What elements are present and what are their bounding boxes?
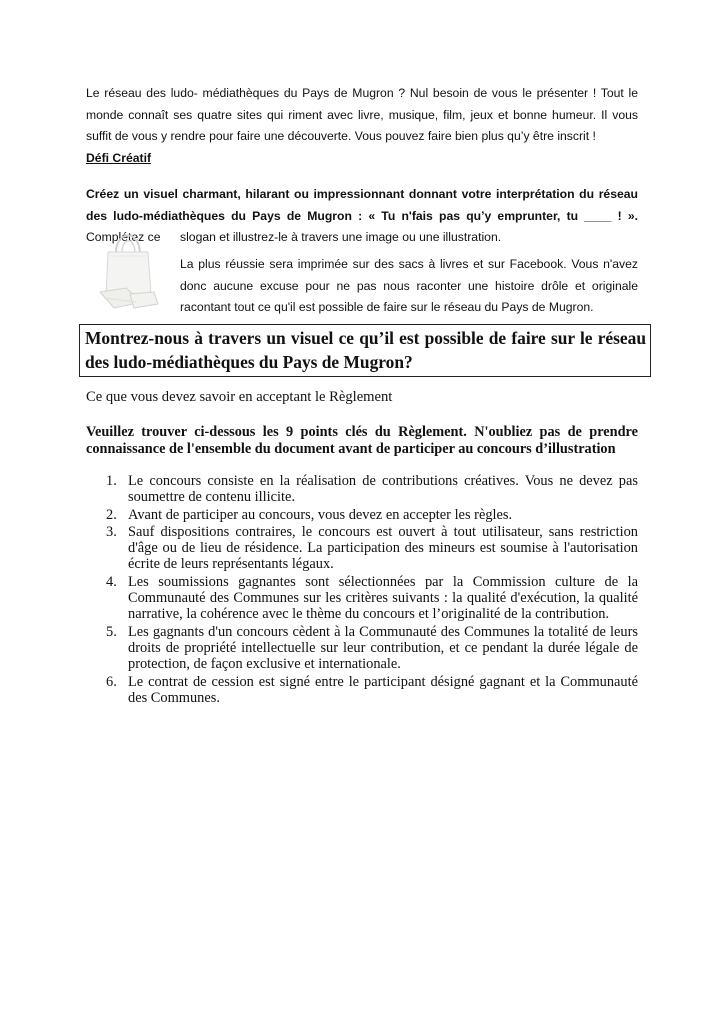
challenge-question: Montrez-nous à travers un visuel ce qu’il est possible de faire sur le réseau des ludo-médiathèques du Pays de Mugron? xyxy=(85,328,646,372)
defi-continuation: slogan et illustrez-le à travers une image ou une illustration. xyxy=(180,230,502,244)
defi-heading: Défi Créatif xyxy=(86,151,152,165)
list-item xyxy=(106,624,638,672)
tote-bag-icon xyxy=(96,222,162,312)
defi-slogan-text: Créez un visuel charmant, hilarant ou impressionnant donnant votre interprétation du réseau des ludo-médiathèques du Pays de Mugron : « Tu n'fais pas qu’y emprunter, tu ____ ! ». xyxy=(86,187,638,223)
points-heading: Veuillez trouver ci-dessous les 9 points clés du Règlement. N'oubliez pas de prendre connaissance de l'ensemble du document avant de participer au concours d’illustration xyxy=(86,424,638,457)
rule-number: 3. xyxy=(106,524,117,541)
rule-text: Les gagnants d'un concours cèdent à la Communauté des Communes la totalité de leurs droits de propriété intellectuelle sur leur contribution, et ce pendant la durée légale de protection, de façon exclusive et internationale. xyxy=(128,623,638,673)
list-item xyxy=(106,507,638,523)
list-item xyxy=(106,473,638,505)
list-item xyxy=(106,574,638,622)
list-item xyxy=(106,524,638,572)
rules-list xyxy=(106,473,638,707)
intro-paragraph: Le réseau des ludo- médiathèques du Pays de Mugron ? Nul besoin de vous le présenter ! Tout le monde connaît ses quatre sites qui riment avec livre, musique, film, jeux et bonne humeur. Il vous suffit de vous y rendre pour faire une découverte. Vous pouvez faire bien plus qu’y être inscrit ! xyxy=(86,86,638,143)
defi-printing-paragraph: La plus réussie sera imprimée sur des sacs à livres et sur Facebook. Vous n'avez donc aucune excuse pour ne pas nous raconter une histoire drôle et originale racontant tout ce qu'il est possible de faire sur le réseau du Pays de Mugron. xyxy=(180,257,638,314)
defi-complete-text: Complétez ce xyxy=(86,230,161,244)
rule-text: Sauf dispositions contraires, le concours est ouvert à tout utilisateur, sans restriction d'âge ou de lieu de résidence. La participation des mineurs est soumise à l'autorisation écrite de leurs représentants légaux. xyxy=(128,524,638,573)
rule-text: Les soumissions gagnantes sont sélectionnées par la Commission culture de la Communauté des Communes sur les critères suivants : la qualité d'exécution, la qualité narrative, la cohérence avec le thème du concours et l’originalité de la contribution. xyxy=(128,574,638,623)
rule-number: 4. xyxy=(106,574,117,591)
list-item xyxy=(106,674,638,706)
challenge-question-box xyxy=(79,324,651,377)
rule-text: Avant de participer au concours, vous devez en accepter les règles. xyxy=(128,506,513,523)
rule-number: 5. xyxy=(106,623,117,640)
rule-text: Le concours consiste en la réalisation de contributions créatives. Vous ne devez pas soumettre de contenu illicite. xyxy=(128,473,638,506)
savoir-line: Ce que vous devez savoir en acceptant le Règlement xyxy=(86,389,393,405)
rule-number: 2. xyxy=(106,506,117,523)
rule-number: 6. xyxy=(106,673,117,690)
rule-number: 1. xyxy=(106,473,117,489)
rule-text: Le contrat de cession est signé entre le participant désigné gagnant et la Communauté des Communes. xyxy=(128,673,638,706)
